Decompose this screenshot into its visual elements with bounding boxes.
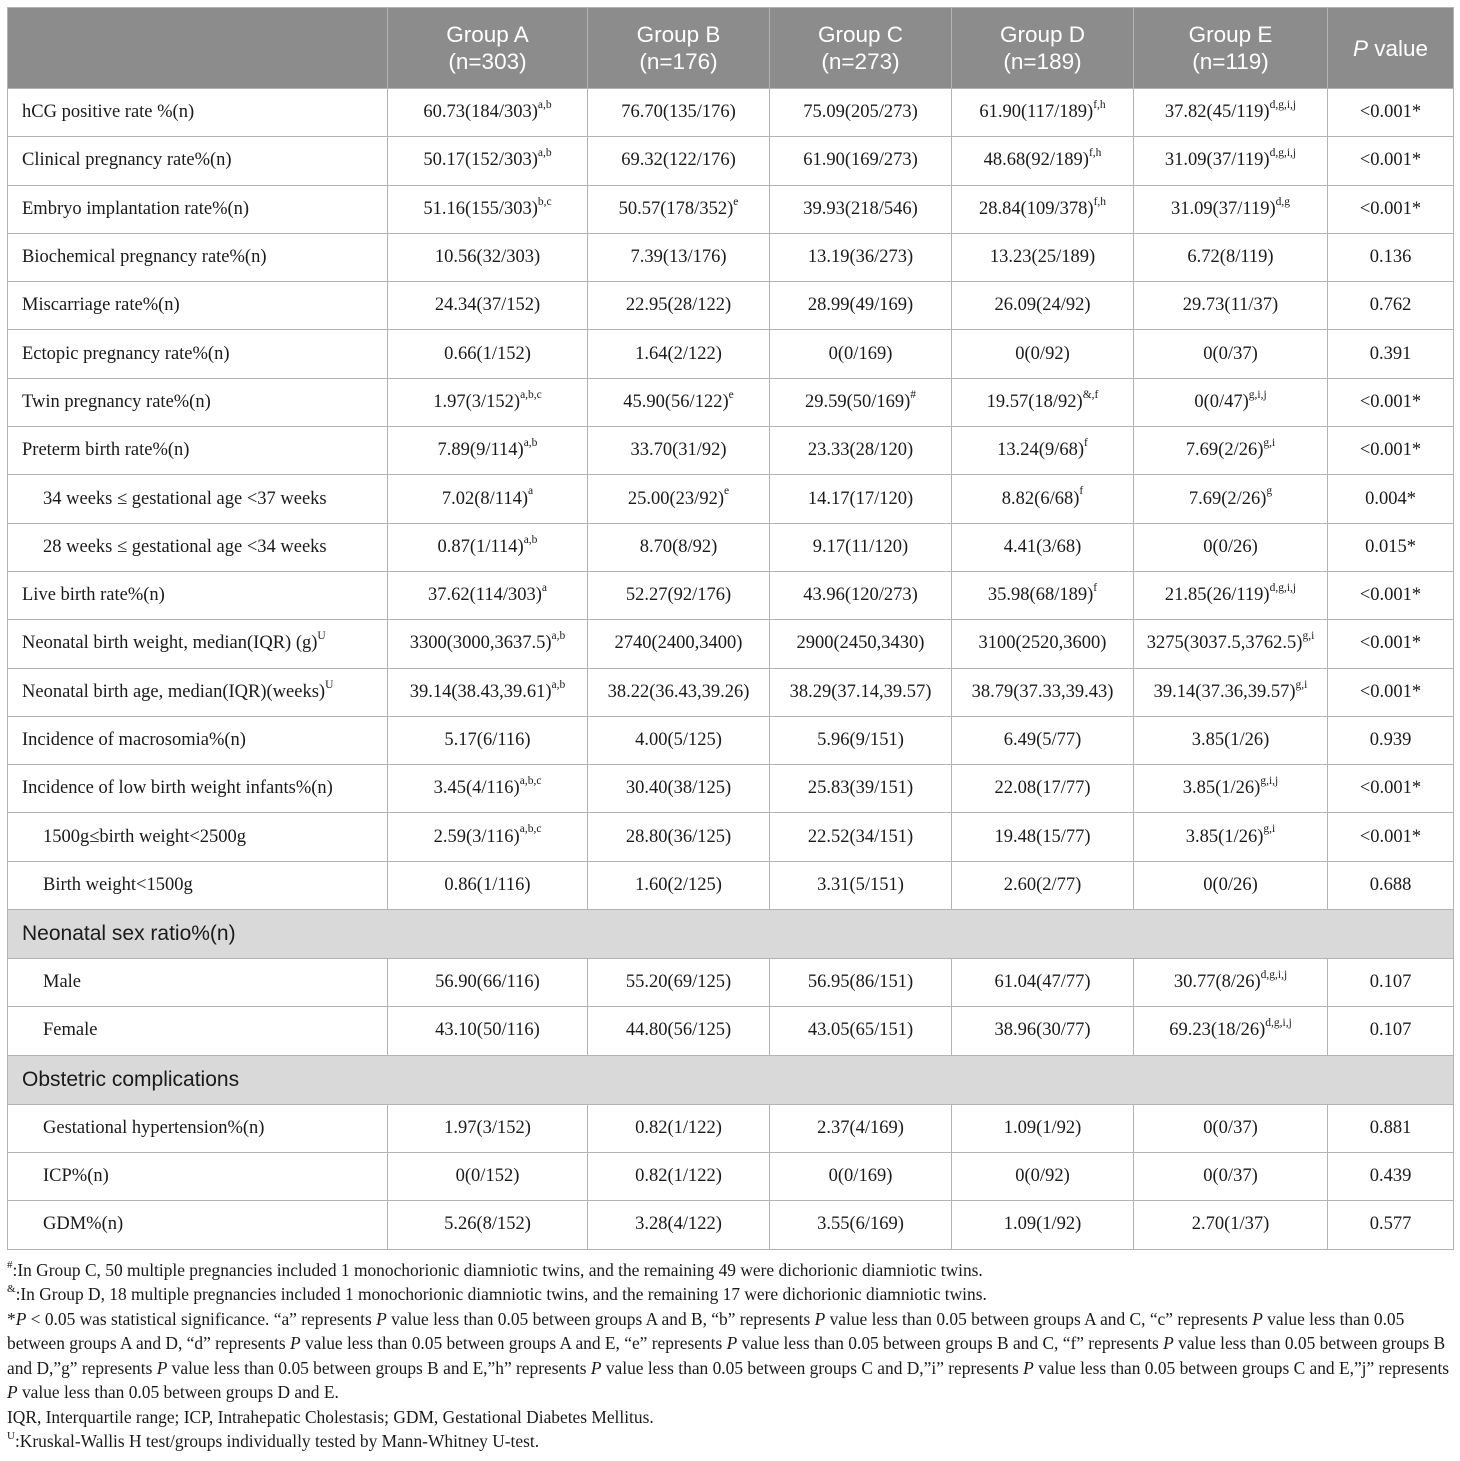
row-label: ICP%(n) <box>8 1152 388 1200</box>
significance-marker: e <box>728 388 734 401</box>
section-row <box>8 1055 1454 1104</box>
cell-group-d: $19.57(18/92)^{\&,f}$ <box>952 378 1134 426</box>
cell-group-a: 0(0/152) <box>388 1152 588 1200</box>
cell-group-e: 0(0/37) <box>1134 330 1328 378</box>
section-heading: Obstetric complications <box>8 1055 1454 1104</box>
cell-group-a: $3.45(4/116)^{a,b,c}$ <box>388 765 588 813</box>
cell-group-d: 0(0/92) <box>952 330 1134 378</box>
table-row <box>8 571 1454 619</box>
cell-group-a: $0.87(1/114)^{a,b}$ <box>388 523 588 571</box>
cell-group-d: 0(0/92) <box>952 1152 1134 1200</box>
significance-marker: a,b <box>537 147 552 160</box>
cell-group-e: $7.69(2/26)^g$ <box>1134 475 1328 523</box>
cell-group-e: 29.73(11/37) <box>1134 282 1328 330</box>
cell-group-c: 14.17(17/120) <box>770 475 952 523</box>
significance-marker: g <box>1266 485 1273 498</box>
cell-group-d: 6.49(5/77) <box>952 716 1134 764</box>
cell-group-d: 38.79(37.33,39.43) <box>952 668 1134 716</box>
table-row <box>8 959 1454 1007</box>
cell-group-a: $7.02(8/114)^a$ <box>388 475 588 523</box>
row-label: Live birth rate%(n) <box>8 571 388 619</box>
cell-group-b: 44.80(56/125) <box>588 1007 770 1055</box>
significance-marker: b,c <box>537 195 552 208</box>
cell-p-value: 0.391 <box>1328 330 1454 378</box>
cell-group-c: 3.31(5/151) <box>770 861 952 909</box>
cell-group-a: $2.59(3/116)^{a,b,c}$ <box>388 813 588 861</box>
cell-group-b: 7.39(13/176) <box>588 233 770 281</box>
cell-group-c: 75.09(205/273) <box>770 89 952 137</box>
significance-marker: a,b <box>537 98 552 111</box>
cell-group-c: 3.55(6/169) <box>770 1201 952 1249</box>
cell-group-e: $3.85(1/26)^{g,i}$ <box>1134 813 1328 861</box>
cell-group-c: 43.96(120/273) <box>770 571 952 619</box>
cell-group-e: $3.85(1/26)^{g,i,j}$ <box>1134 765 1328 813</box>
significance-marker: a <box>541 581 547 594</box>
cell-group-c: 38.29(37.14,39.57) <box>770 668 952 716</box>
cell-group-b: 0.82(1/122) <box>588 1152 770 1200</box>
cell-group-a: $1.97(3/152)^{a,b,c}$ <box>388 378 588 426</box>
footnote-significance: *P < 0.05 was statistical significance. “a” represents P value less than 0.05 between groups A and B, “b” represents P value less than 0.05 between groups A and C, “c” represents P value less than 0.05 between groups A and D, “d” represents P value less than 0.05 between groups A and E, “e” represents P value less than 0.05 between groups B and C, “f” represents P value less than 0.05 between groups B and D,”g” represents P value less than 0.05 between groups B and E,”h” represents P value less than 0.05 between groups C and D,”i” represents P value less than 0.05 between groups C and E,”j” represents P value less than 0.05 between groups D and E. <box>7 1308 1450 1403</box>
significance-marker: f <box>1079 485 1084 498</box>
cell-group-d: 3100(2520,3600) <box>952 620 1134 668</box>
cell-group-b: 69.32(122/176) <box>588 137 770 185</box>
cell-p-value: <0.001* <box>1328 571 1454 619</box>
row-label: GDM%(n) <box>8 1201 388 1249</box>
cell-group-c: 23.33(28/120) <box>770 427 952 475</box>
significance-marker: f,h <box>1093 98 1106 111</box>
cell-p-value: <0.001* <box>1328 137 1454 185</box>
significance-marker: e <box>733 195 739 208</box>
cell-group-e: $30.77(8/26)^{d,g,i,j}$ <box>1134 959 1328 1007</box>
cell-group-d: 4.41(3/68) <box>952 523 1134 571</box>
cell-group-c: 29.59(50/169)# <box>770 378 952 426</box>
table-row <box>8 716 1454 764</box>
cell-p-value: <0.001* <box>1328 378 1454 426</box>
significance-marker: e <box>723 485 730 498</box>
cell-group-d: $48.68(92/189)^{f,h}$ <box>952 137 1134 185</box>
significance-marker: a <box>528 485 534 498</box>
cell-group-d: $28.84(109/378)^{f,h}$ <box>952 185 1134 233</box>
significance-marker: f,h <box>1088 147 1102 160</box>
cell-group-c: 13.19(36/273) <box>770 233 952 281</box>
cell-group-d: 61.04(47/77) <box>952 959 1134 1007</box>
table-row <box>8 765 1454 813</box>
cell-group-d: 13.23(25/189) <box>952 233 1134 281</box>
significance-marker: d,g <box>1275 195 1291 208</box>
row-label: Embryo implantation rate%(n) <box>8 185 388 233</box>
cell-group-a: 56.90(66/116) <box>388 959 588 1007</box>
cell-p-value: 0.015* <box>1328 523 1454 571</box>
cell-group-b: 22.95(28/122) <box>588 282 770 330</box>
cell-group-d: 1.09(1/92) <box>952 1201 1134 1249</box>
cell-group-e: $3275(3037.5,3762.5)^{g,i}$ <box>1134 620 1328 668</box>
cell-group-b: $50.57(178/352)^e$ <box>588 185 770 233</box>
significance-marker: g,i <box>1295 678 1308 691</box>
cell-group-e: $69.23(18/26)^{d,g,i,j}$ <box>1134 1007 1328 1055</box>
cell-p-value: 0.762 <box>1328 282 1454 330</box>
cell-group-a: $60.73(184/303)^{a,b}$ <box>388 89 588 137</box>
significance-marker: a,b <box>523 437 538 450</box>
cell-group-e: $39.14(37.36,39.57)^{g,i}$ <box>1134 668 1328 716</box>
cell-group-b: 2740(2400,3400) <box>588 620 770 668</box>
cell-group-a: $3300(3000,3637.5)^{a,b}$ <box>388 620 588 668</box>
cell-group-c: 28.99(49/169) <box>770 282 952 330</box>
table-row <box>8 282 1454 330</box>
cell-group-e: 3.85(1/26) <box>1134 716 1328 764</box>
significance-marker: g,i <box>1263 437 1276 450</box>
cell-group-b: 28.80(36/125) <box>588 813 770 861</box>
cell-group-b: $25.00(23/92)^e$ <box>588 475 770 523</box>
cell-group-e: 2.70(1/37) <box>1134 1201 1328 1249</box>
significance-marker: g,i <box>1302 630 1315 643</box>
cell-p-value: <0.001* <box>1328 765 1454 813</box>
table-row <box>8 620 1454 668</box>
cell-group-b: 55.20(69/125) <box>588 959 770 1007</box>
header-group-c: Group C (n=273) <box>770 8 952 89</box>
row-label: Preterm birth rate%(n) <box>8 427 388 475</box>
table-row <box>8 1104 1454 1152</box>
cell-group-c: 0(0/169) <box>770 1152 952 1200</box>
significance-marker: a,b <box>523 533 538 546</box>
cell-group-a: 24.34(37/152) <box>388 282 588 330</box>
cell-group-e: $37.82(45/119)^{d,g,i,j}$ <box>1134 89 1328 137</box>
cell-p-value: 0.688 <box>1328 861 1454 909</box>
significance-marker: f <box>1084 437 1088 450</box>
section-row <box>8 910 1454 959</box>
cell-group-a: 5.26(8/152) <box>388 1201 588 1249</box>
row-label: Ectopic pregnancy rate%(n) <box>8 330 388 378</box>
row-label: Gestational hypertension%(n) <box>8 1104 388 1152</box>
row-label: Biochemical pregnancy rate%(n) <box>8 233 388 281</box>
footnote-hash: #:In Group C, 50 multiple pregnancies included 1 monochorionic diamniotic twins, and the remaining 49 were dichorionic diamniotic twins. <box>7 1258 983 1280</box>
cell-group-c: 5.96(9/151) <box>770 716 952 764</box>
table-row <box>8 668 1454 716</box>
significance-marker: d,g,i,j <box>1269 98 1297 111</box>
cell-group-e: $0(0/47)^{g,i,j}$ <box>1134 378 1328 426</box>
significance-marker: d,g,i,j <box>1269 147 1297 160</box>
cell-group-b: 1.64(2/122) <box>588 330 770 378</box>
cell-group-a: 43.10(50/116) <box>388 1007 588 1055</box>
table-row <box>8 233 1454 281</box>
row-label-superscript: U <box>325 678 334 691</box>
cell-group-c: 43.05(65/151) <box>770 1007 952 1055</box>
table-row <box>8 378 1454 426</box>
cell-group-a: $39.14(38.43,39.61)^{a,b}$ <box>388 668 588 716</box>
table-row <box>8 89 1454 137</box>
cell-group-c: 61.90(169/273) <box>770 137 952 185</box>
cell-group-a: $7.89(9/114)^{a,b}$ <box>388 427 588 475</box>
row-label: 34 weeks ≤ gestational age <37 weeks <box>8 475 388 523</box>
cell-group-b: 76.70(135/176) <box>588 89 770 137</box>
cell-group-b: 38.22(36.43,39.26) <box>588 668 770 716</box>
row-label: Incidence of macrosomia%(n) <box>8 716 388 764</box>
cell-group-d: 26.09(24/92) <box>952 282 1134 330</box>
row-label: 1500g≤birth weight<2500g <box>8 813 388 861</box>
row-label: Neonatal birth age, median(IQR)(weeks)$^U$ <box>8 668 388 716</box>
cell-p-value: 0.107 <box>1328 959 1454 1007</box>
significance-marker: d,g,i,j <box>1265 1017 1292 1030</box>
row-label-superscript: U <box>317 630 326 643</box>
cell-group-d: $8.82(6/68)^f$ <box>952 475 1134 523</box>
cell-group-c: 22.52(34/151) <box>770 813 952 861</box>
header-group-e: Group E (n=119) <box>1134 8 1328 89</box>
cell-p-value: <0.001* <box>1328 620 1454 668</box>
cell-group-b: 3.28(4/122) <box>588 1201 770 1249</box>
cell-group-a: 0.66(1/152) <box>388 330 588 378</box>
row-label: Male <box>8 959 388 1007</box>
cell-p-value: <0.001* <box>1328 813 1454 861</box>
cell-group-d: $35.98(68/189)^f$ <box>952 571 1134 619</box>
significance-marker: d,g,i,j <box>1260 969 1288 982</box>
cell-p-value: 0.107 <box>1328 1007 1454 1055</box>
table-row <box>8 813 1454 861</box>
significance-marker: a,b,c <box>519 823 542 836</box>
cell-group-b: 33.70(31/92) <box>588 427 770 475</box>
cell-p-value: 0.004* <box>1328 475 1454 523</box>
row-label: Birth weight<1500g <box>8 861 388 909</box>
header-p-value: P value <box>1328 8 1454 89</box>
cell-group-c: 56.95(86/151) <box>770 959 952 1007</box>
cell-p-value: <0.001* <box>1328 185 1454 233</box>
table-row <box>8 475 1454 523</box>
row-label: Incidence of low birth weight infants%(n) <box>8 765 388 813</box>
significance-marker: f <box>1093 581 1098 594</box>
cell-group-c: 2900(2450,3430) <box>770 620 952 668</box>
results-table <box>7 7 1454 1250</box>
cell-group-a: 10.56(32/303) <box>388 233 588 281</box>
cell-p-value: 0.439 <box>1328 1152 1454 1200</box>
table-row <box>8 1201 1454 1249</box>
row-label: Female <box>8 1007 388 1055</box>
footnote-mann-whitney: $^U$:Kruskal-Wallis H test/groups individually tested by Mann-Whitney U-test. <box>7 1430 540 1452</box>
table-row <box>8 523 1454 571</box>
significance-marker: a,b <box>551 630 566 643</box>
row-label: Miscarriage rate%(n) <box>8 282 388 330</box>
significance-marker: f,h <box>1093 195 1107 208</box>
cell-group-e: $7.69(2/26)^{g,i}$ <box>1134 427 1328 475</box>
cell-group-b: 52.27(92/176) <box>588 571 770 619</box>
cell-group-c: 0(0/169) <box>770 330 952 378</box>
cell-group-c: 9.17(11/120) <box>770 523 952 571</box>
cell-group-d: 2.60(2/77) <box>952 861 1134 909</box>
cell-p-value: <0.001* <box>1328 427 1454 475</box>
cell-group-d: $61.90(117/189)^{f,h}$ <box>952 89 1134 137</box>
significance-marker: a,b,c <box>519 775 542 788</box>
cell-group-d: 19.48(15/77) <box>952 813 1134 861</box>
cell-group-c: 2.37(4/169) <box>770 1104 952 1152</box>
cell-group-b: 8.70(8/92) <box>588 523 770 571</box>
cell-group-b: 4.00(5/125) <box>588 716 770 764</box>
cell-p-value: <0.001* <box>1328 668 1454 716</box>
significance-marker: g,i,j <box>1260 775 1279 788</box>
table-row <box>8 137 1454 185</box>
cell-group-b: 1.60(2/125) <box>588 861 770 909</box>
row-label: hCG positive rate %(n) <box>8 89 388 137</box>
row-label: 28 weeks ≤ gestational age <34 weeks <box>8 523 388 571</box>
cell-group-d: $13.24(9/68)^f$ <box>952 427 1134 475</box>
significance-marker: g,i <box>1263 823 1276 836</box>
footnote-ampersand: &:In Group D, 18 multiple pregnancies included 1 monochorionic diamniotic twins, and the remaining 17 were dichorionic diamniotic twins. <box>7 1283 987 1305</box>
table-row <box>8 185 1454 233</box>
cell-group-c: 39.93(218/546) <box>770 185 952 233</box>
table-row <box>8 1152 1454 1200</box>
table-row <box>8 330 1454 378</box>
table-header <box>8 8 1454 89</box>
row-label: Clinical pregnancy rate%(n) <box>8 137 388 185</box>
header-group-d: Group D (n=189) <box>952 8 1134 89</box>
table-footnotes <box>7 1258 1453 1454</box>
footnote-abbreviations: IQR, Interquartile range; ICP, Intrahepatic Cholestasis; GDM, Gestational Diabetes Mellitus. <box>7 1406 654 1427</box>
cell-group-d: 38.96(30/77) <box>952 1007 1134 1055</box>
significance-marker: a,b,c <box>520 388 542 401</box>
cell-group-d: 1.09(1/92) <box>952 1104 1134 1152</box>
cell-group-e: 6.72(8/119) <box>1134 233 1328 281</box>
table-row <box>8 427 1454 475</box>
significance-marker: # <box>910 388 917 401</box>
cell-group-e: 0(0/26) <box>1134 523 1328 571</box>
cell-group-b: $45.90(56/122)^e$ <box>588 378 770 426</box>
cell-group-a: $51.16(155/303)^{b,c}$ <box>388 185 588 233</box>
cell-group-e: $21.85(26/119)^{d,g,i,j}$ <box>1134 571 1328 619</box>
cell-group-a: $37.62(114/303)^a$ <box>388 571 588 619</box>
significance-marker: d,g,i,j <box>1269 581 1297 594</box>
row-label: Twin pregnancy rate%(n) <box>8 378 388 426</box>
cell-group-d: 22.08(17/77) <box>952 765 1134 813</box>
cell-p-value: 0.577 <box>1328 1201 1454 1249</box>
cell-group-e: $31.09(37/119)^{d,g}$ <box>1134 185 1328 233</box>
cell-group-a: 0.86(1/116) <box>388 861 588 909</box>
cell-group-e: 0(0/37) <box>1134 1104 1328 1152</box>
header-group-a: Group A (n=303) <box>388 8 588 89</box>
section-heading: Neonatal sex ratio%(n) <box>8 910 1454 959</box>
table-row <box>8 1007 1454 1055</box>
cell-p-value: <0.001* <box>1328 89 1454 137</box>
table-body <box>8 89 1454 1250</box>
cell-group-e: 0(0/26) <box>1134 861 1328 909</box>
cell-p-value: 0.939 <box>1328 716 1454 764</box>
significance-marker: &,f <box>1082 388 1099 401</box>
cell-group-c: 25.83(39/151) <box>770 765 952 813</box>
cell-group-a: $50.17(152/303)^{a,b}$ <box>388 137 588 185</box>
cell-p-value: 0.136 <box>1328 233 1454 281</box>
results-table-figure <box>7 7 1453 1454</box>
cell-group-a: 5.17(6/116) <box>388 716 588 764</box>
cell-p-value: 0.881 <box>1328 1104 1454 1152</box>
row-label: Neonatal birth weight, median(IQR) $(g)^U$ <box>8 620 388 668</box>
cell-group-b: 30.40(38/125) <box>588 765 770 813</box>
cell-group-a: 1.97(3/152) <box>388 1104 588 1152</box>
header-group-b: Group B (n=176) <box>588 8 770 89</box>
significance-marker: a,b <box>551 678 566 691</box>
table-row <box>8 861 1454 909</box>
cell-group-b: 0.82(1/122) <box>588 1104 770 1152</box>
header-blank-cell <box>8 8 388 89</box>
cell-group-e: $31.09(37/119)^{d,g,i,j}$ <box>1134 137 1328 185</box>
cell-group-e: 0(0/37) <box>1134 1152 1328 1200</box>
significance-marker: g,i,j <box>1248 388 1267 401</box>
